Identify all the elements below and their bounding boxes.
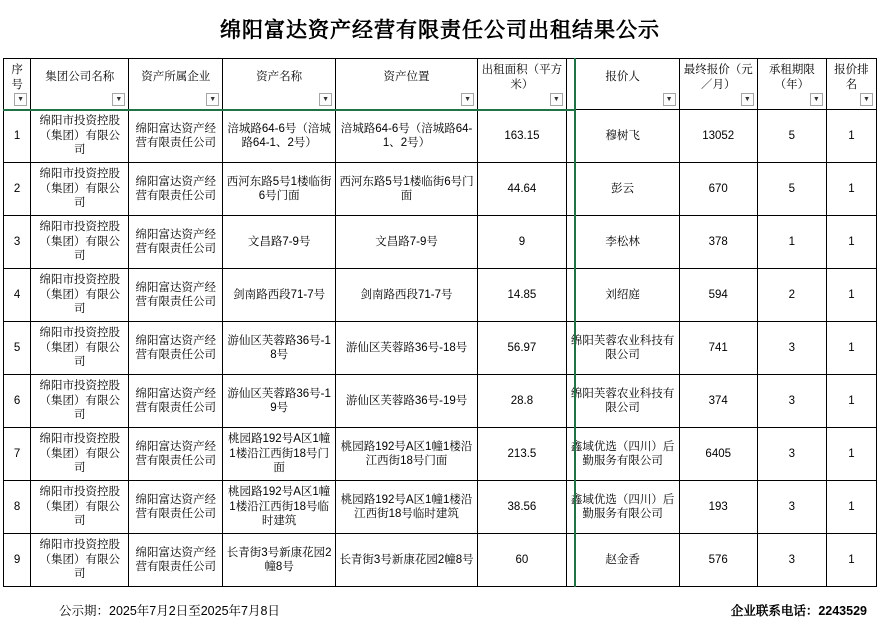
cell-index: 2 bbox=[4, 163, 31, 216]
table-header bbox=[4, 59, 877, 110]
cell-asset-name: 文昌路7-9号 bbox=[223, 216, 336, 269]
column-header-price bbox=[679, 59, 757, 110]
filter-dropdown-icon[interactable]: ▼ bbox=[663, 93, 676, 106]
cell-bidder: 李松林 bbox=[566, 216, 679, 269]
cell-enterprise: 绵阳富达资产经营有限责任公司 bbox=[129, 375, 223, 428]
cell-enterprise: 绵阳富达资产经营有限责任公司 bbox=[129, 481, 223, 534]
cell-index: 8 bbox=[4, 481, 31, 534]
column-header-bidder-label: 报价人 bbox=[605, 71, 640, 84]
table-container bbox=[0, 58, 880, 587]
cell-asset-location: 桃园路192号A区1幢1楼沿江西街18号门面 bbox=[336, 428, 478, 481]
column-header-bidder bbox=[566, 59, 679, 110]
cell-rank: 1 bbox=[826, 110, 876, 163]
cell-asset-name: 长青街3号新康花园2幢8号 bbox=[223, 534, 336, 587]
column-header-rank bbox=[826, 59, 876, 110]
cell-term: 2 bbox=[757, 269, 826, 322]
cell-group: 绵阳市投资控股（集团）有限公司 bbox=[31, 322, 129, 375]
cell-price: 374 bbox=[679, 375, 757, 428]
cell-group: 绵阳市投资控股（集团）有限公司 bbox=[31, 481, 129, 534]
cell-area: 14.85 bbox=[478, 269, 567, 322]
cell-index: 9 bbox=[4, 534, 31, 587]
filter-dropdown-icon[interactable]: ▼ bbox=[550, 93, 563, 106]
column-header-group-label: 集团公司名称 bbox=[45, 71, 115, 84]
cell-asset-location: 文昌路7-9号 bbox=[336, 216, 478, 269]
cell-group: 绵阳市投资控股（集团）有限公司 bbox=[31, 269, 129, 322]
column-header-group bbox=[31, 59, 129, 110]
cell-bidder: 穆树飞 bbox=[566, 110, 679, 163]
cell-index: 5 bbox=[4, 322, 31, 375]
cell-area: 56.97 bbox=[478, 322, 567, 375]
cell-index: 6 bbox=[4, 375, 31, 428]
cell-rank: 1 bbox=[826, 216, 876, 269]
table-row[interactable] bbox=[4, 163, 877, 216]
cell-price: 594 bbox=[679, 269, 757, 322]
cell-area: 9 bbox=[478, 216, 567, 269]
column-header-price-label: 最终报价（元／月） bbox=[683, 64, 753, 91]
table-row[interactable] bbox=[4, 216, 877, 269]
cell-bidder: 鑫域优选（四川）后勤服务有限公司 bbox=[566, 481, 679, 534]
contact-phone-note: 企业联系电话：2243529 bbox=[730, 604, 867, 618]
filter-dropdown-icon[interactable]: ▼ bbox=[14, 93, 27, 106]
header-row bbox=[4, 59, 877, 110]
cell-area: 213.5 bbox=[478, 428, 567, 481]
column-header-area-label: 出租面积（平方米） bbox=[481, 64, 563, 91]
cell-asset-name: 剑南路西段71-7号 bbox=[223, 269, 336, 322]
table-row[interactable] bbox=[4, 428, 877, 481]
cell-enterprise: 绵阳富达资产经营有限责任公司 bbox=[129, 163, 223, 216]
column-header-enterprise bbox=[129, 59, 223, 110]
cell-rank: 1 bbox=[826, 269, 876, 322]
table-row[interactable] bbox=[4, 375, 877, 428]
cell-rank: 1 bbox=[826, 375, 876, 428]
cell-enterprise: 绵阳富达资产经营有限责任公司 bbox=[129, 216, 223, 269]
filter-dropdown-icon[interactable]: ▼ bbox=[860, 93, 873, 106]
cell-price: 670 bbox=[679, 163, 757, 216]
table-row[interactable] bbox=[4, 481, 877, 534]
column-header-asset-location bbox=[336, 59, 478, 110]
cell-asset-name: 涪城路64-6号（涪城路64-1、2号） bbox=[223, 110, 336, 163]
rental-results-table bbox=[3, 58, 877, 587]
cell-asset-name: 西河东路5号1楼临街6号门面 bbox=[223, 163, 336, 216]
cell-asset-location: 桃园路192号A区1幢1楼沿江西街18号临时建筑 bbox=[336, 481, 478, 534]
cell-asset-location: 游仙区芙蓉路36号-18号 bbox=[336, 322, 478, 375]
cell-rank: 1 bbox=[826, 322, 876, 375]
cell-price: 741 bbox=[679, 322, 757, 375]
column-header-rank-label: 报价排名 bbox=[834, 64, 869, 91]
cell-term: 5 bbox=[757, 110, 826, 163]
cell-rank: 1 bbox=[826, 163, 876, 216]
cell-enterprise: 绵阳富达资产经营有限责任公司 bbox=[129, 534, 223, 587]
filter-dropdown-icon[interactable]: ▼ bbox=[112, 93, 125, 106]
cell-bidder: 鑫域优选（四川）后勤服务有限公司 bbox=[566, 428, 679, 481]
cell-enterprise: 绵阳富达资产经营有限责任公司 bbox=[129, 428, 223, 481]
cell-group: 绵阳市投资控股（集团）有限公司 bbox=[31, 216, 129, 269]
cell-enterprise: 绵阳富达资产经营有限责任公司 bbox=[129, 322, 223, 375]
table-row[interactable] bbox=[4, 110, 877, 163]
cell-asset-location: 剑南路西段71-7号 bbox=[336, 269, 478, 322]
cell-enterprise: 绵阳富达资产经营有限责任公司 bbox=[129, 110, 223, 163]
cell-index: 1 bbox=[4, 110, 31, 163]
table-row[interactable] bbox=[4, 269, 877, 322]
filter-dropdown-icon[interactable]: ▼ bbox=[461, 93, 474, 106]
cell-bidder: 绵阳芙蓉农业科技有限公司 bbox=[566, 322, 679, 375]
table-body bbox=[4, 110, 877, 587]
filter-dropdown-icon[interactable]: ▼ bbox=[319, 93, 332, 106]
cell-index: 4 bbox=[4, 269, 31, 322]
cell-index: 7 bbox=[4, 428, 31, 481]
cell-asset-name: 桃园路192号A区1幢1楼沿江西街18号临时建筑 bbox=[223, 481, 336, 534]
cell-asset-name: 桃园路192号A区1幢1楼沿江西街18号门面 bbox=[223, 428, 336, 481]
cell-asset-location: 涪城路64-6号（涪城路64-1、2号） bbox=[336, 110, 478, 163]
filter-dropdown-icon[interactable]: ▼ bbox=[206, 93, 219, 106]
table-row[interactable] bbox=[4, 534, 877, 587]
filter-dropdown-icon[interactable]: ▼ bbox=[810, 93, 823, 106]
cell-price: 576 bbox=[679, 534, 757, 587]
cell-enterprise: 绵阳富达资产经营有限责任公司 bbox=[129, 269, 223, 322]
cell-area: 163.15 bbox=[478, 110, 567, 163]
cell-area: 44.64 bbox=[478, 163, 567, 216]
cell-bidder: 刘绍庭 bbox=[566, 269, 679, 322]
cell-asset-name: 游仙区芙蓉路36号-19号 bbox=[223, 375, 336, 428]
column-header-asset-name bbox=[223, 59, 336, 110]
column-header-enterprise-label: 资产所属企业 bbox=[141, 71, 211, 84]
column-header-index-label: 序号 bbox=[11, 64, 23, 91]
cell-group: 绵阳市投资控股（集团）有限公司 bbox=[31, 110, 129, 163]
publicity-period-note: 公示期：2025年7月2日至2025年7月8日 bbox=[59, 604, 280, 618]
cell-price: 378 bbox=[679, 216, 757, 269]
cell-area: 38.56 bbox=[478, 481, 567, 534]
cell-term: 3 bbox=[757, 428, 826, 481]
cell-bidder: 彭云 bbox=[566, 163, 679, 216]
cell-bidder: 绵阳芙蓉农业科技有限公司 bbox=[566, 375, 679, 428]
cell-asset-name: 游仙区芙蓉路36号-18号 bbox=[223, 322, 336, 375]
cell-term: 5 bbox=[757, 163, 826, 216]
cell-rank: 1 bbox=[826, 534, 876, 587]
cell-term: 3 bbox=[757, 375, 826, 428]
cell-asset-location: 长青街3号新康花园2幢8号 bbox=[336, 534, 478, 587]
cell-rank: 1 bbox=[826, 428, 876, 481]
cell-group: 绵阳市投资控股（集团）有限公司 bbox=[31, 375, 129, 428]
footer-notes bbox=[3, 597, 877, 627]
filter-dropdown-icon[interactable]: ▼ bbox=[741, 93, 754, 106]
cell-group: 绵阳市投资控股（集团）有限公司 bbox=[31, 163, 129, 216]
cell-asset-location: 西河东路5号1楼临街6号门面 bbox=[336, 163, 478, 216]
cell-term: 3 bbox=[757, 481, 826, 534]
cell-price: 193 bbox=[679, 481, 757, 534]
column-header-index bbox=[4, 59, 31, 110]
cell-asset-location: 游仙区芙蓉路36号-19号 bbox=[336, 375, 478, 428]
column-header-asset-location-label: 资产位置 bbox=[383, 71, 430, 84]
column-header-term-label: 承租期限（年） bbox=[768, 64, 815, 91]
cell-group: 绵阳市投资控股（集团）有限公司 bbox=[31, 428, 129, 481]
cell-price: 13052 bbox=[679, 110, 757, 163]
cell-area: 28.8 bbox=[478, 375, 567, 428]
cell-group: 绵阳市投资控股（集团）有限公司 bbox=[31, 534, 129, 587]
column-header-term bbox=[757, 59, 826, 110]
column-header-asset-name-label: 资产名称 bbox=[256, 71, 303, 84]
column-header-area bbox=[478, 59, 567, 110]
cell-price: 6405 bbox=[679, 428, 757, 481]
cell-term: 3 bbox=[757, 534, 826, 587]
cell-area: 60 bbox=[478, 534, 567, 587]
cell-bidder: 赵金香 bbox=[566, 534, 679, 587]
table-row[interactable] bbox=[4, 322, 877, 375]
page-title: 绵阳富达资产经营有限责任公司出租结果公示 bbox=[220, 19, 660, 42]
cell-index: 3 bbox=[4, 216, 31, 269]
cell-rank: 1 bbox=[826, 481, 876, 534]
cell-term: 1 bbox=[757, 216, 826, 269]
cell-term: 3 bbox=[757, 322, 826, 375]
